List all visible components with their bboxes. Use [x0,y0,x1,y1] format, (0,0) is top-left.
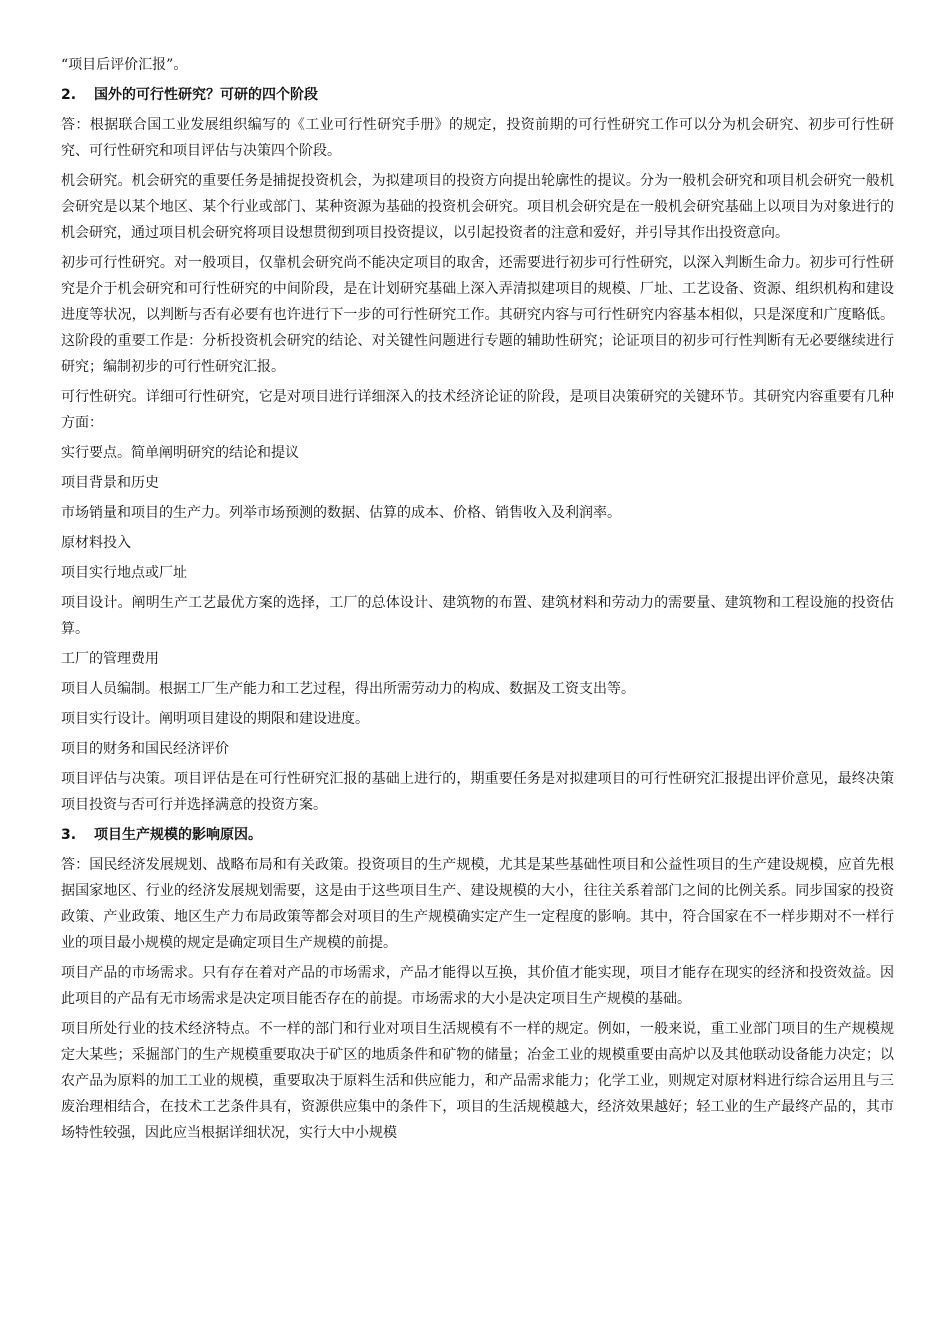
paragraph-feasibility-study: 可行性研究。详细可行性研究，它是对项目进行详细深入的技术经济论证的阶段，是项目决策研究的关键环节。其研究内容重要有几种方面： [61,389,894,431]
heading-text: 项目生产规模的影响原因。 [94,827,262,843]
paragraph-list-item: 工厂的管理费用 [61,651,159,667]
paragraph-opportunity-study: 机会研究。机会研究的重要任务是捕捉投资机会，为拟建项目的投资方向提出轮廓性的提议。分为一般机会研究和项目机会研究一般机会研究是以某个地区、某个行业或部门、某种资源为基础的投资机会研究。项目机会研究是在一般机会研究基础上以项目为对象进行的机会研究，通过项目机会研究将项目设想贯彻到项目投资提议，以引起投资者的注意和爱好，并引导其作出投资意向。 [61,173,894,241]
paragraph-list-item: 市场销量和项目的生产力。列举市场预测的数据、估算的成本、价格、销售收入及利润率。 [61,505,621,521]
paragraph-preliminary-study: 初步可行性研究。对一般项目，仅靠机会研究尚不能决定项目的取舍，还需要进行初步可行性研究，以深入判断生命力。初步可行性研究是介于机会研究和可行性研究的中间阶段，是在计划研究基础上深入弄清拟建项目的规模、厂址、工艺设备、资源、组织机构和建设进度等状况，以判断与否有必要有也许进行下一步的可行性研究工作。其研究内容与可行性研究内容基本相似，只是深度和广度略低。这阶段的重要工作是：分析投资机会研究的结论、对关键性问题进行专题的辅助性研究；论证项目的初步可行性判断有无必要继续进行研究；编制初步的可行性研究汇报。 [61,255,894,375]
section-heading-3 [61,822,894,848]
paragraph-list-item: 项目设计。阐明生产工艺最优方案的选择，工厂的总体设计、建筑物的布置、建筑材料和劳动力的需要量、建筑物和工程设施的投资估算。 [61,595,894,637]
section-heading-2 [61,82,894,108]
paragraph-list-item: 项目实行地点或厂址 [61,565,187,581]
paragraph-list-item: 项目背景和历史 [61,475,159,491]
paragraph-list-item: 项目的财务和国民经济评价 [61,741,229,757]
paragraph-answer-3: 答：国民经济发展规划、战略布局和有关政策。投资项目的生产规模，尤其是某些基础性项目和公益性项目的生产建设规模，应首先根据国家地区、行业的经济发展规划需要，这是由于这些项目生产、建设规模的大小，往往关系着部门之间的比例关系。同步国家的投资政策、产业政策、地区生产力布局政策等都会对项目的生产规模确实定产生一定程度的影响。其中，符合国家在不一样步期对不一样行业的项目最小规模的规定是确定项目生产规模的前提。 [61,857,894,951]
paragraph-intro: “项目后评价汇报”。 [61,57,188,73]
paragraph-answer-2: 答：根据联合国工业发展组织编写的《工业可行性研究手册》的规定，投资前期的可行性研究工作可以分为机会研究、初步可行性研究、可行性研究和项目评估与决策四个阶段。 [61,117,894,159]
paragraph-list-item: 项目实行设计。阐明项目建设的期限和建设进度。 [61,711,369,727]
heading-number: 2. [61,87,77,103]
paragraph-list-item: 项目人员编制。根据工厂生产能力和工艺过程，得出所需劳动力的构成、数据及工资支出等。 [61,681,635,697]
paragraph-market-demand: 项目产品的市场需求。只有存在着对产品的市场需求，产品才能得以互换，其价值才能实现，项目才能存在现实的经济和投资效益。因此项目的产品有无市场需求是决定项目能否存在的前提。市场需求的大小是决定项目生产规模的基础。 [61,965,894,1007]
paragraph-list-item: 原材料投入 [61,535,131,551]
paragraph-list-item: 实行要点。简单阐明研究的结论和提议 [61,445,299,461]
paragraph-evaluation-decision: 项目评估与决策。项目评估是在可行性研究汇报的基础上进行的，期重要任务是对拟建项目的可行性研究汇报提出评价意见，最终决策项目投资与否可行并选择满意的投资方案。 [61,771,894,813]
paragraph-industry-features: 项目所处行业的技术经济特点。不一样的部门和行业对项目生活规模有不一样的规定。例如，一般来说，重工业部门项目的生产规模规定大某些；采掘部门的生产规模重要取决于矿区的地质条件和矿物的储量；冶金工业的规模重要由高炉以及其他联动设备能力决定；以农产品为原料的加工工业的规模，重要取决于原料生活和供应能力，和产品需求能力；化学工业，则规定对原材料进行综合运用且与三废治理相结合，在技术工艺条件具有，资源供应集中的条件下，项目的生活规模越大，经济效果越好；轻工业的生产最终产品的，其市场特性较强，因此应当根据详细状况，实行大中小规模 [61,1021,894,1141]
heading-text: 国外的可行性研究？可研的四个阶段 [94,87,318,103]
heading-number: 3. [61,827,77,843]
